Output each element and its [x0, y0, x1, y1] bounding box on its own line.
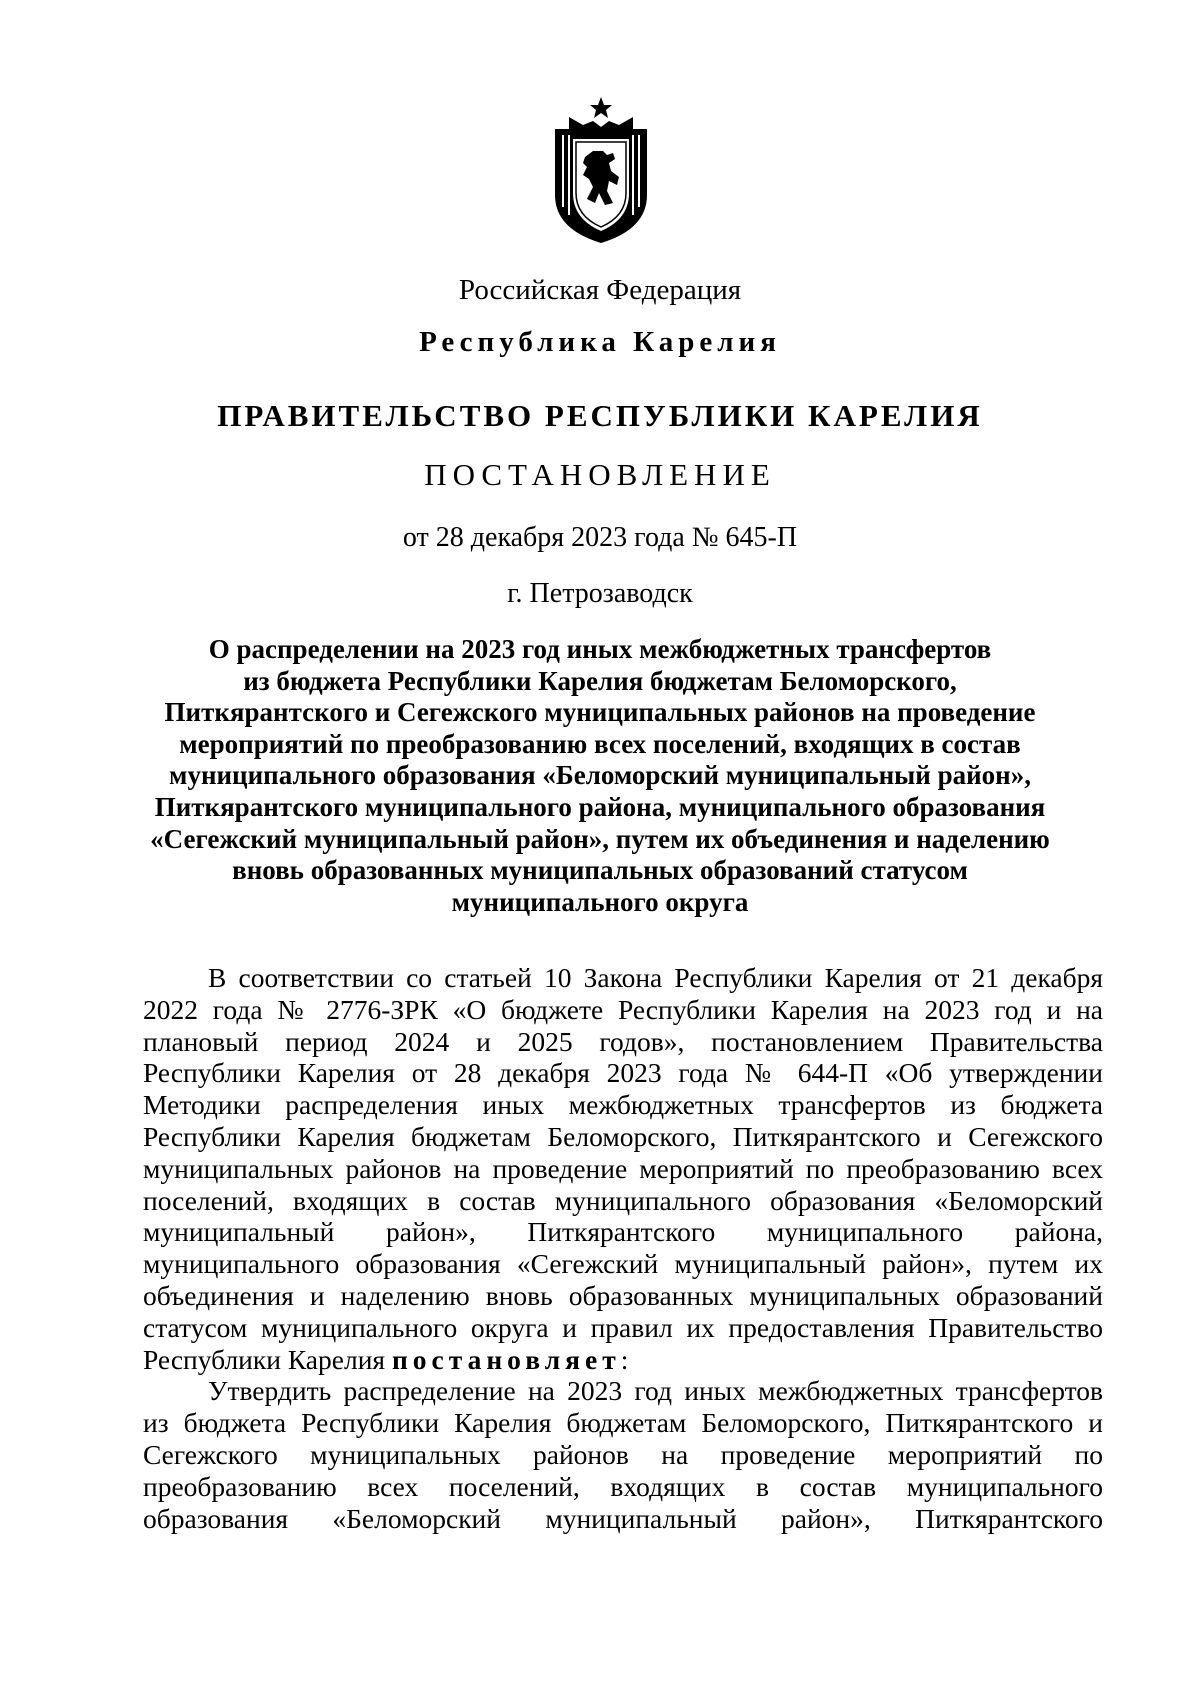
body-line: Республики Карелия бюджетам Беломорского, Питкярантского и Сегежского — [143, 1120, 1103, 1152]
title-line: Питкярантского и Сегежского муниципальных районов на проведение — [164, 697, 1036, 728]
title-line: «Сегежский муниципальный район», путем их объединения и наделению — [150, 823, 1050, 854]
body-line: статусом муниципального округа и правил их предоставления Правительство — [143, 1311, 1103, 1343]
decrees-word: постановляет — [391, 1343, 621, 1375]
body-line: муниципального образования «Сегежский муниципальный район», путем их — [143, 1248, 1103, 1280]
document-type: ПОСТАНОВЛЕНИЕ — [424, 457, 776, 492]
title-line: муниципального округа — [451, 886, 749, 917]
decrees-suffix: : — [620, 1343, 629, 1375]
title-line: мероприятий по преобразованию всех поселений, входящих в состав — [179, 728, 1021, 759]
resolution-line: Сегежского муниципальных районов на проведение мероприятий по — [143, 1438, 1103, 1470]
body-line: объединения и наделению вновь образованных муниципальных образований — [143, 1279, 1103, 1311]
body-line: муниципальных районов на проведение мероприятий по преобразованию всех — [143, 1152, 1103, 1184]
republic-name: Республика Карелия — [419, 326, 781, 358]
resolution-line: преобразованию всех поселений, входящих в состав муниципального — [143, 1470, 1103, 1502]
body-line-decrees — [143, 1344, 1103, 1376]
decrees-prefix: Республики Карелия — [143, 1343, 392, 1375]
title-line: из бюджета Республики Карелия бюджетам Беломорского, — [243, 665, 957, 696]
body-line: плановый период 2024 и 2025 годов», постановлением Правительства — [143, 1025, 1103, 1057]
body-line: 2022 года № 2776-ЗРК «О бюджете Республики Карелия на 2023 год и на — [143, 993, 1103, 1025]
body-line: муниципальный район», Питкярантского муниципального района, — [143, 1216, 1103, 1248]
title-line: вновь образованных муниципальных образований статусом — [232, 855, 968, 886]
resolution-line: Утвердить распределение на 2023 год иных межбюджетных трансфертов — [208, 1375, 1103, 1407]
body-line: Республики Карелия от 28 декабря 2023 года № 644-П «Об утверждении — [143, 1057, 1103, 1089]
title-line: муниципального образования «Беломорский муниципальный район», — [169, 760, 1031, 791]
karelia-coat-of-arms-icon — [549, 95, 653, 245]
title-line: Питкярантского муниципального района, муниципального образования — [154, 791, 1046, 822]
body-line: В соответствии со статьей 10 Закона Республики Карелия от 21 декабря — [208, 962, 1103, 993]
resolution-paragraph — [143, 1375, 1103, 1534]
title-line: О распределении на 2023 год иных межбюджетных трансфертов — [208, 634, 992, 664]
country-name: Российская Федерация — [458, 274, 742, 306]
document-city: г. Петрозаводск — [507, 578, 693, 609]
document-title — [90, 634, 1110, 918]
preamble-paragraph — [143, 962, 1103, 1375]
government-name: ПРАВИТЕЛЬСТВО РЕСПУБЛИКИ КАРЕЛИЯ — [217, 398, 983, 433]
resolution-line: образования «Беломорский муниципальный район», Питкярантского — [143, 1502, 1103, 1534]
resolution-line: из бюджета Республики Карелия бюджетам Беломорского, Питкярантского и — [143, 1407, 1103, 1439]
document-date-number: от 28 декабря 2023 года № 645-П — [402, 522, 798, 553]
body-line: Методики распределения иных межбюджетных трансфертов из бюджета — [143, 1089, 1103, 1121]
document-body — [143, 962, 1103, 1534]
body-line: поселений, входящих в состав муниципального образования «Беломорский — [143, 1184, 1103, 1216]
